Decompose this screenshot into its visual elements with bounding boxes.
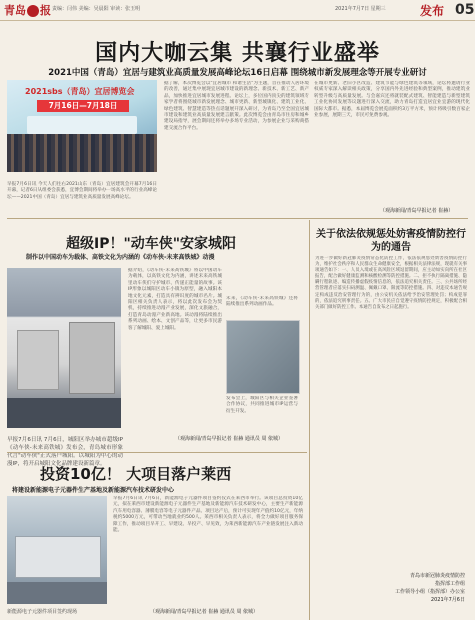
story2-caption: 早报7月6日讯 7月6日，城阳区举办城市超级IP《动车侠-未来高铁城》发布会，青岛城市形象代言"动车侠"正式落户城阳。以城阳为中心的动漫IP，将开启城阳文化品牌建设新篇章。 bbox=[7, 437, 123, 467]
dongche-xia-cartoon-image bbox=[226, 320, 300, 394]
logo-right-text: 报 bbox=[40, 4, 51, 17]
photo-floor bbox=[7, 398, 121, 428]
expo-stage bbox=[27, 116, 137, 134]
story2-subhead: 制作以中国动车为载体、高铁文化为内涵的《动车侠-未来高铁城》动漫 bbox=[26, 254, 215, 261]
expo-photo bbox=[7, 80, 157, 172]
lead-body-col2: 在城市更新、老旧小区改造、建筑节能与绿色建筑等领域，论坛将邀请行业权威专家深入解读相关政策，分享国内外先进经验和典型案例，推动建筑业转型升级与高质量发展。与会嘉宾还将就装配式建筑、智能建造与新型建筑工业化协同发展等议题进行深入交流，助力青岛打造宜居宜业宜游的现代化国际大都市。据悉，本届博览会展览面积约3万平方米，预计将吸引数百家企业参展，展期三天，市民可免费参观。 bbox=[314, 81, 470, 119]
photo-backdrop bbox=[15, 536, 101, 578]
notice-signature-1: 青岛市新冠肺炎疫情防控 bbox=[409, 573, 465, 579]
story3-caption: 新能源电子元器件项目签约现场 bbox=[7, 609, 78, 615]
logo-emblem-icon bbox=[27, 5, 39, 17]
story2-headline: 超级IP！"动车侠"安家城阳 bbox=[66, 236, 237, 252]
story3-body: 早报7月6日讯 7月6日，新能源电子元器件项目签约仪式在莱西市举行。该项目总投资10亿元，拟在莱西市建设新能源电子元器件生产基地及新能源汽车技术研发中心，主要生产新能源汽车用电容器、薄膜电容等电子元器件产品。项目达产后，预计可实现年产值约10亿元，年纳税约5000万元，可带动当地就业约500人。莱西市相关负责人表示，将全力做好项目服务保障工作，推动项目早开工、早建设、早投产、早见效，为莱西新能源汽车产业链发展注入新动能。 bbox=[113, 496, 303, 534]
page-number: 05 bbox=[455, 2, 475, 18]
logo-left-text: 青岛 bbox=[4, 4, 26, 17]
photo-figure-right bbox=[69, 322, 115, 394]
notice-signature-3: 工作领导小组（指挥部）办公室 bbox=[394, 589, 465, 595]
column-divider bbox=[309, 220, 310, 620]
lead-subhead: 2021中国（青岛）宜居与建筑业高质量发展高峰论坛16日启幕 围绕城市新发展理念等开展专业研讨 bbox=[48, 68, 427, 78]
story3-headline: 投资10亿！ 大项目落户莱西 bbox=[40, 465, 232, 483]
photo-table bbox=[7, 582, 107, 604]
notice-signature-2: 指挥部工作组 bbox=[434, 581, 465, 587]
expo-photo-date: 7月16日—7月18日 bbox=[37, 100, 129, 112]
signing-ceremony-photo bbox=[7, 496, 107, 604]
lead-caption: 早报7月6日讯 今天人们往右2021山东（青岛）宜居建筑会开幕7月16日开幕，记者6日从组委会获悉，宜博会期间将举办一场高水平的行业高峰论坛——2021中国（青岛）宜居与建筑业高质量发展高峰论坛。 bbox=[7, 182, 157, 200]
expo-crowd bbox=[7, 134, 157, 172]
lead-byline: （观海新闻/青岛早报记者 崔赫） bbox=[380, 208, 454, 214]
story2-byline: （观海新闻/青岛早报记者 崔赫 通讯员 周 依城） bbox=[175, 436, 284, 442]
launch-event-photo bbox=[7, 268, 121, 428]
expo-photo-title: 2021sbs（青岛）宜居博览会 bbox=[25, 87, 135, 96]
story2-body-b: 未来，《动车侠-未来高铁城》还将陆续推出系列动画作品。 bbox=[226, 296, 298, 308]
story2-body: 据介绍，《动车侠-未来高铁城》将以中国动车为载体，以高铁文化为内涵，讲述未来高铁城里动车侠们守护城市、传递正能量的故事。该IP形象以城阳区动车小镇为原型，融入城阳本地文化元素，打造具有辨识度的城市名片。城阳区相关负责人表示，将以此次发布会为契机，持续推进动漫产业发展，深化文旅融合，打造青岛动漫产业新高地。该动漫将陆续推出系列动画、绘本、文创产品等，让更多市民游客了解城阳、爱上城阳。 bbox=[128, 268, 222, 331]
story3-subhead: 将建设新能源电子元器件生产基地及新能源汽车技术研发中心 bbox=[12, 487, 175, 494]
newspaper-logo bbox=[4, 2, 51, 18]
story2-body-c: 发布会上，城阳区与相关企业签署合作协议，共同推进城市IP运营与衍生开发。 bbox=[226, 396, 298, 414]
editor-line: 责编：闫伟 美编：吴晨阳 审读：张玉明 bbox=[52, 6, 141, 12]
notice-body: 为进一步做好新冠肺炎疫情常态化防控工作，依法依规惩处妨害疫情防控行为，维护社会秩序和人民群众生命健康安全，根据相关法律法规，现就有关事项通告如下：一、人员入境或在高风险区域逗留期间，应主动如实向所在社区报告，配合做好健康监测和核酸检测等防控措施。二、拒不执行隔离措施、隐瞒行程轨迹、编造传播虚假疫情信息的，依法追究相关责任。三、公共场所经营管理者应落实扫码测温、佩戴口罩、限流等防控措施。四、对违反本通告规定构成违反治安管理行为的，由公安机关依法给予治安管理处罚；构成犯罪的，依法追究刑事责任。五、广大市民应自觉遵守疫情防控规定，积极配合相关部门做好防控工作。本通告自发布之日起施行。 bbox=[315, 256, 467, 310]
issue-date: 2021年7月7日 星期三 bbox=[335, 6, 386, 12]
notice-headline: 关于依法依规惩处妨害疫情防控行为的通告 bbox=[316, 229, 466, 253]
lead-headline: 国内大咖云集 共襄行业盛举 bbox=[95, 41, 380, 66]
story3-byline: （观海新闻/青岛早报记者 崔赫 通讯员 周 依城） bbox=[150, 609, 259, 615]
section-name: 发布 bbox=[420, 4, 445, 18]
notice-box bbox=[313, 222, 469, 617]
photo-figure-left bbox=[17, 330, 59, 390]
lead-body-col1: 据了解，本次博览会以"宜居城市 和谐生活"为主题，旨在推动人居环境的改善，通过集中展现宜居城市建设的新理念、新技术、新工艺、新产品，加快推进宜居城市发展进程。论坛上，多位国内顶尖的建筑领域专家学者将围绕城市新发展理念、城市更新、新型城镇化、建筑工业化、绿色建筑、智慧建造等热点话题展开深入研讨，为青岛乃至全国宜居城市建设和建筑业高质量发展建言献策。此次博览会由青岛市住房和城乡建设局指导，展会期间还将举办多场专业活动，为参展企业与采购商搭建交流合作平台。 bbox=[164, 81, 309, 131]
section-divider-2 bbox=[7, 452, 307, 453]
section-divider bbox=[7, 218, 468, 219]
notice-date: 2021年7月6日 bbox=[430, 597, 465, 603]
